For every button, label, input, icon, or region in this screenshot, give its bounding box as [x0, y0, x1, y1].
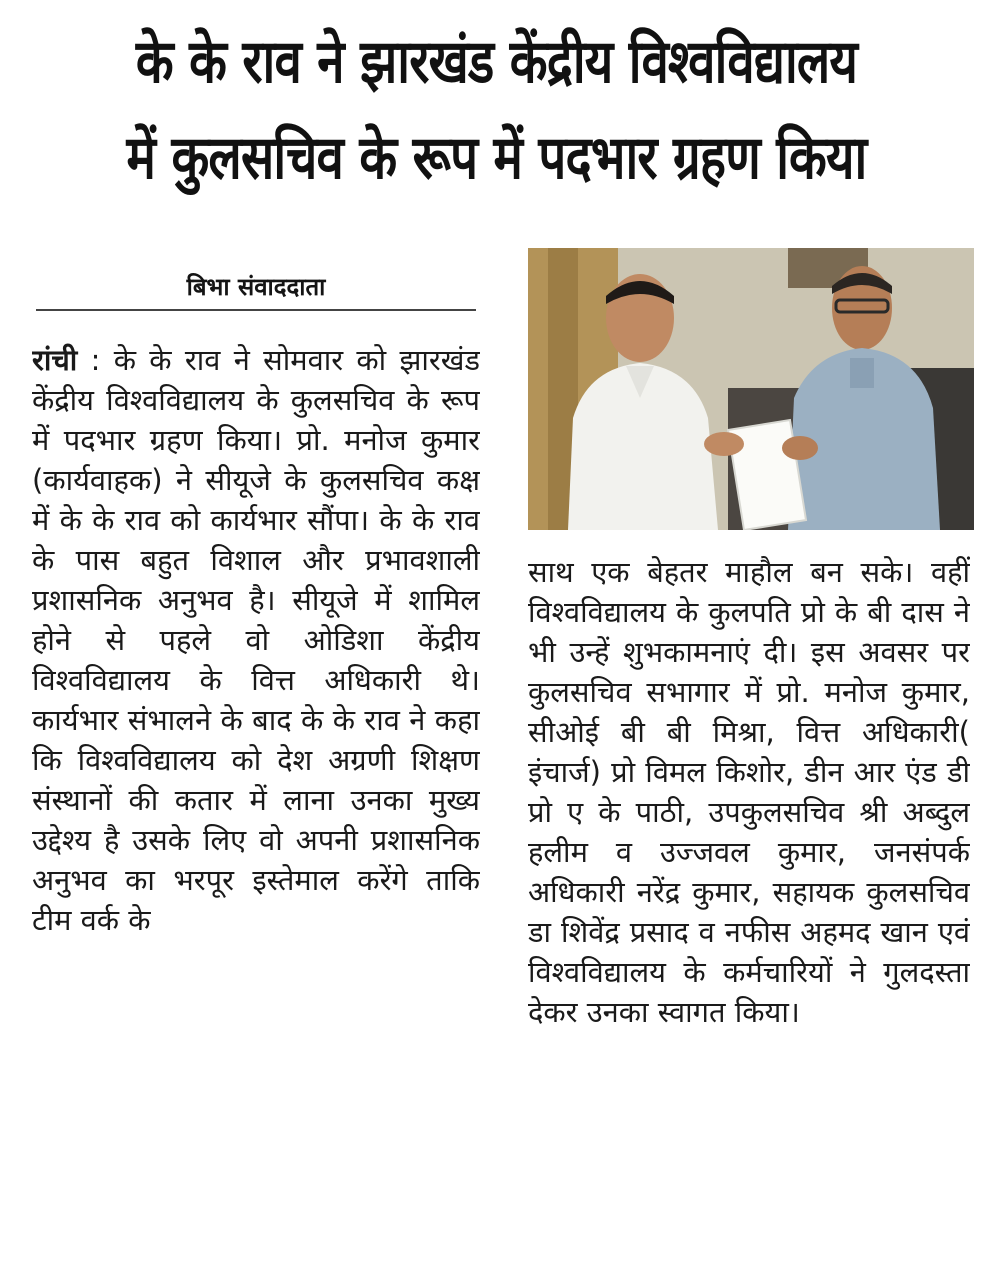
byline: बिभा संवाददाता: [36, 270, 476, 311]
body-text-right: साथ एक बेहतर माहौल बन सके। वहीं विश्वविद्यालय के कुलपति प्रो के बी दास ने भी उन्हें शुभकामनाएं दी। इस अवसर पर कुलसचिव सभागार में प्रो. मनोज कुमार, सीओई बी बी मिश्रा, वित्त अधिकारी( इंचार्ज) प्रो विमल किशोर, डीन आर एंड डी प्रो ए के पाठी, उपकुलसचिव श्री अब्दुल हलीम व उज्जवल कुमार, जनसंपर्क अधिकारी नरेंद्र कुमार, सहायक कुलसचिव डा शिवेंद्र प्रसाद व नफीस अहमद खान एवं विश्वविद्यालय के कर्मचारियों ने गुलदस्ता देकर उनका स्वागत किया।: [528, 555, 970, 1029]
body-text-left: : के के राव ने सोमवार को झारखंड केंद्रीय विश्वविद्यालय के कुलसचिव के रूप में पदभार ग्रहण किया। प्रो. मनोज कुमार (कार्यवाहक) ने सीयूजे के कुलसचिव कक्ष में के के राव को कार्यभार सौंपा। के के राव के पास बहुत विशाल और प्रभावशाली प्रशासनिक अनुभव है। सीयूजे में शामिल होने से पहले वो ओडिशा केंद्रीय विश्वविद्यालय के वित्त अधिकारी थे। कार्यभार संभालने के बाद के के राव ने कहा कि विश्वविद्यालय को देश अग्रणी शिक्षण संस्थानों की कतार में लाना उनका मुख्य उद्देश्य है उसके लिए वो अपनी प्रशासनिक अनुभव का भरपूर इस्तेमाल करेंगे ताकि टीम वर्क के: [32, 343, 480, 937]
article-column-left: [32, 340, 480, 1265]
article-column-right: [528, 552, 970, 1267]
dateline: रांची: [32, 343, 78, 377]
headline: [106, 14, 887, 206]
headline-line-2: में कुलसचिव के रूप में पदभार ग्रहण किया: [126, 123, 867, 193]
news-photo: [528, 248, 974, 530]
handover-photo-illustration: [528, 248, 974, 530]
headline-line-1: के के राव ने झारखंड केंद्रीय विश्वविद्यालय: [135, 27, 858, 97]
